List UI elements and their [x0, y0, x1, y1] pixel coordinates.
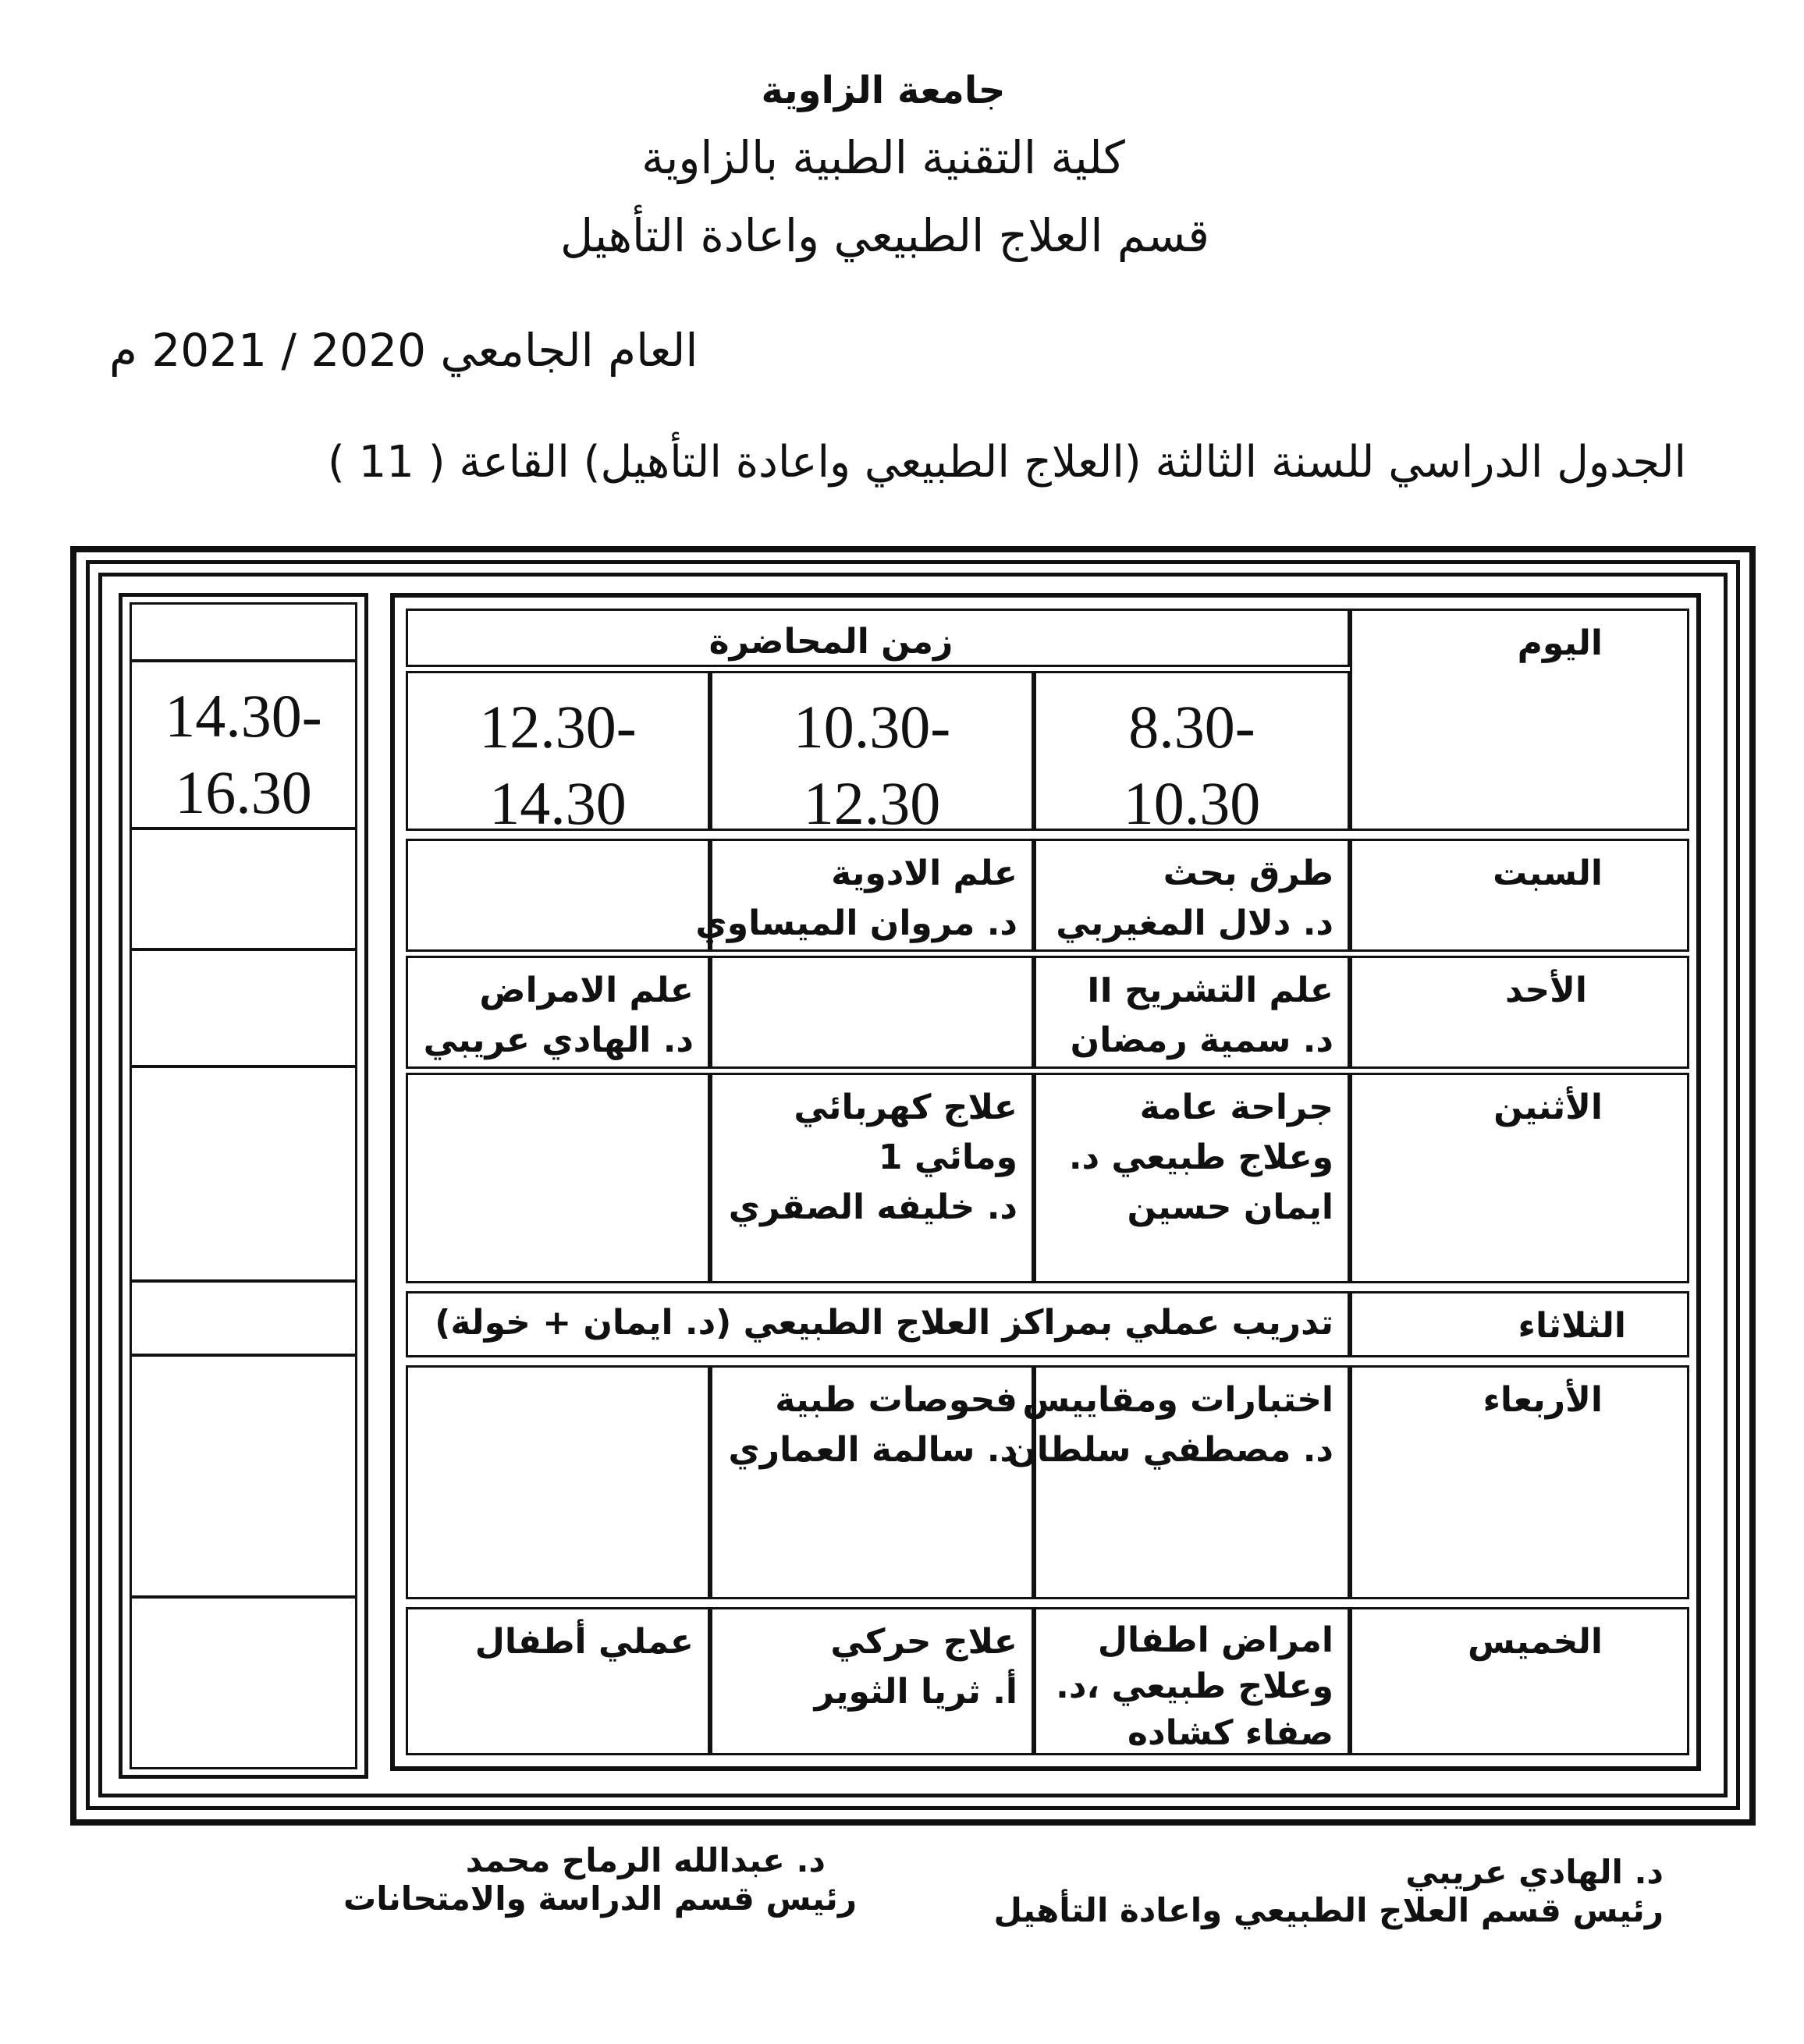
signature-department-head: د. الهادي عريبي رئيس قسم العلاج الطبيعي واعادة التأهيل	[993, 1853, 1664, 1929]
course-cell: عملي أطفال	[406, 1607, 710, 1755]
course-cell: طرق بحث د. دلال المغيربي	[1034, 839, 1350, 952]
day-wednesday: الأربعاء	[1350, 1365, 1689, 1599]
empty-cell	[406, 839, 710, 952]
day-thursday: الخميس	[1350, 1607, 1689, 1755]
course-cell: جراحة عامة وعلاج طبيعي د. ايمان حسين	[1034, 1073, 1350, 1283]
academic-year: العام الجامعي 2020 / 2021 م	[109, 324, 698, 377]
course-cell: علم الادوية د. مروان الميساوي	[710, 839, 1034, 952]
college-name: كلية التقنية الطبية بالزاوية	[641, 131, 1125, 184]
schedule-title: الجدول الدراسي للسنة الثالثة (العلاج الطبيعي واعادة التأهيل) القاعة ( 11 )	[328, 437, 1687, 488]
course-cell: فحوصات طبية د. سالمة العماري	[710, 1365, 1034, 1599]
side-divider	[130, 1065, 357, 1068]
signature-exams-head: د. عبدالله الرماح محمد رئيس قسم الدراسة والامتحانات	[343, 1841, 857, 1918]
course-cell: علم الامراض د. الهادي عريبي	[406, 956, 710, 1069]
empty-cell	[710, 956, 1034, 1069]
time-column-header: زمن المحاضرة	[406, 609, 1350, 667]
side-divider	[130, 827, 357, 830]
empty-cell	[406, 1365, 710, 1599]
course-cell: اختبارات ومقاييس د. مصطفي سلطان	[1034, 1365, 1350, 1599]
course-cell: علاج حركي أ. ثريا الثوير	[710, 1607, 1034, 1755]
slot-2-time: -10.30 12.30	[710, 671, 1034, 831]
merged-training-cell: تدريب عملي بمراكز العلاج الطبيعي (د. ايمان + خولة)	[406, 1291, 1350, 1357]
day-column-header: اليوم	[1350, 609, 1689, 831]
day-monday: الأثنين	[1350, 1073, 1689, 1283]
day-sunday: الأحد	[1350, 956, 1689, 1069]
university-name: جامعة الزاوية	[761, 69, 1006, 112]
slot-1-time: -8.30 10.30	[1034, 671, 1350, 831]
day-saturday: السبت	[1350, 839, 1689, 952]
day-tuesday: الثلاثاء	[1350, 1291, 1689, 1357]
course-cell: امراض اطفال وعلاج طبيعي ،د. صفاء كشاده	[1034, 1607, 1350, 1755]
empty-cell	[406, 1073, 710, 1283]
slot-4-time: -14.30 16.30	[130, 659, 357, 827]
side-divider	[130, 948, 357, 951]
side-divider	[130, 1354, 357, 1357]
side-divider	[130, 1595, 357, 1599]
course-cell: علاج كهربائي ومائي 1 د. خليفه الصقري	[710, 1073, 1034, 1283]
slot-3-time: -12.30 14.30	[406, 671, 710, 831]
side-divider	[130, 1279, 357, 1283]
course-cell: علم التشريح II د. سمية رمضان	[1034, 956, 1350, 1069]
department-name: قسم العلاج الطبيعي واعادة التأهيل	[560, 209, 1209, 262]
